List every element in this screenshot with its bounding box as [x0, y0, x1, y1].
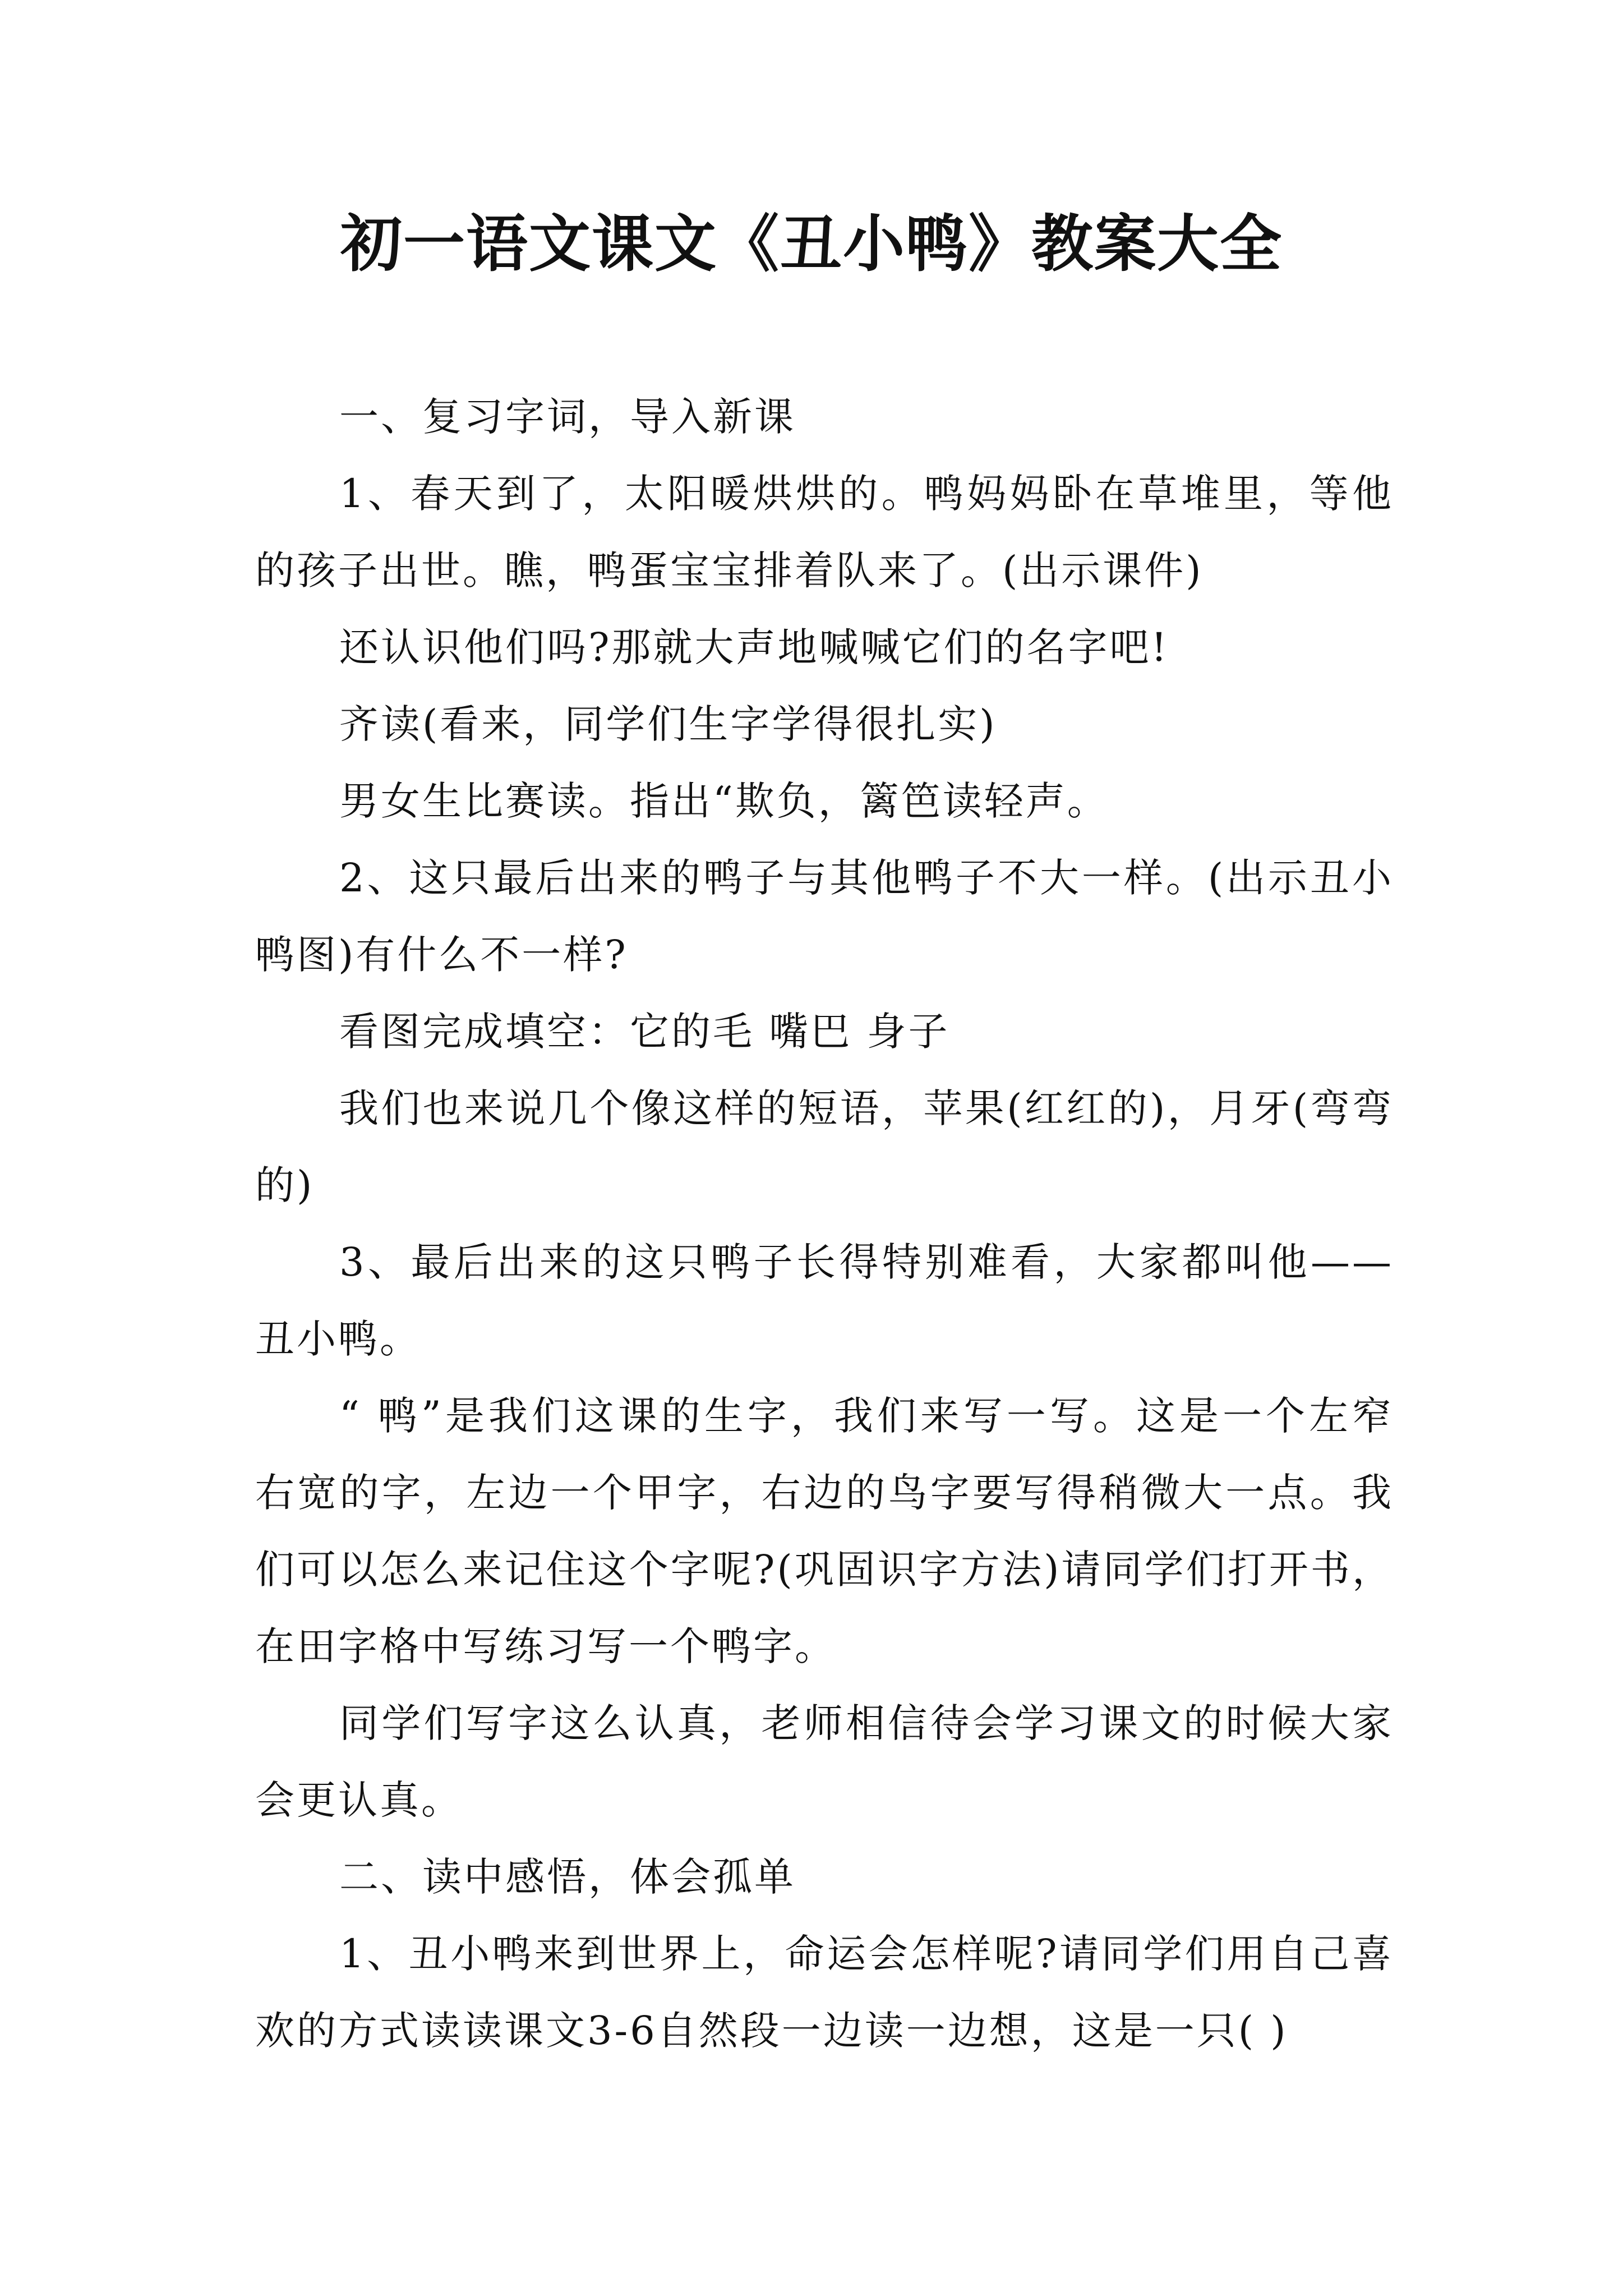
paragraph-11: 同学们写字这么认真，老师相信待会学习课文的时候大家会更认真。: [255, 1700, 1394, 1823]
paragraph-9: 3、最后出来的这只鸭子长得特别难看，大家都叫他——丑小鸭。: [255, 1239, 1394, 1362]
document-body: [255, 379, 1394, 2069]
paragraph-8: 我们也来说几个像这样的短语，苹果(红红的)，月牙(弯弯的): [255, 1085, 1394, 1208]
paragraph-5: 男女生比赛读。指出“欺负，篱笆读轻声。: [339, 778, 1109, 824]
paragraph-1: 一、复习字词，导入新课: [339, 394, 796, 440]
paragraph-12: 二、读中感悟，体会孤单: [339, 1854, 796, 1900]
paragraph-6: 2、这只最后出来的鸭子与其他鸭子不大一样。(出示丑小鸭图)有什么不一样?: [255, 855, 1394, 978]
paragraph-2: 1、春天到了，太阳暖烘烘的。鸭妈妈卧在草堆里，等他的孩子出世。瞧，鸭蛋宝宝排着队来了。(出示课件): [255, 471, 1394, 593]
document-title: 初一语文课文《丑小鸭》教案大全: [340, 208, 1283, 280]
paragraph-4: 齐读(看来，同学们生字学得很扎实): [339, 701, 997, 747]
paragraph-10: “ 鸭”是我们这课的生字，我们来写一写。这是一个左窄右宽的字，左边一个甲字，右边的鸟字要写得稍微大一点。我们可以怎么来记住这个字呢?(巩固识字方法)请同学们打开书，在田字格中写练习写一个鸭字。: [255, 1393, 1394, 1669]
paragraph-3: 还认识他们吗?那就大声地喊喊它们的名字吧!: [339, 624, 1169, 670]
paragraph-7: 看图完成填空：它的毛 嘴巴 身子: [339, 1009, 950, 1055]
paragraph-13: 1、丑小鸭来到世界上，命运会怎样呢?请同学们用自己喜欢的方式读读课文3-6自然段一边读一边想，这是一只( ): [255, 1931, 1394, 2054]
